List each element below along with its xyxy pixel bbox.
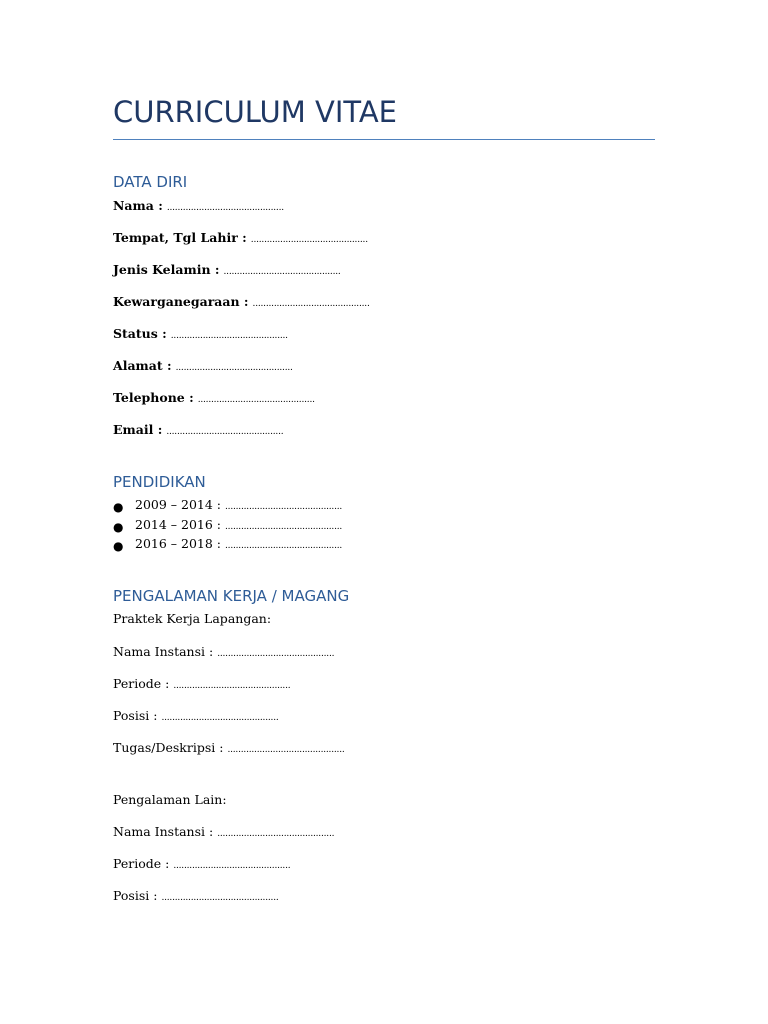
education-period: 2016 – 2018 : xyxy=(135,536,222,551)
field-placeholder: ............................................ xyxy=(225,541,343,551)
field-label: Alamat : xyxy=(113,358,172,373)
list-item xyxy=(113,536,342,556)
field-placeholder: ............................................ xyxy=(225,502,343,512)
subheading-text: Pengalaman Lain: xyxy=(113,792,227,807)
field-label: Nama Instansi : xyxy=(113,644,214,659)
field-placeholder: ............................................ xyxy=(170,331,288,341)
list-item xyxy=(113,517,342,537)
subheading-text: Praktek Kerja Lapangan: xyxy=(113,611,272,626)
field-jenis-kelamin xyxy=(113,262,341,280)
title-underline xyxy=(113,139,655,140)
education-period: 2009 – 2014 : xyxy=(135,497,222,512)
education-list xyxy=(113,497,342,556)
field-placeholder: ............................................ xyxy=(173,681,291,691)
field-placeholder: ............................................ xyxy=(252,299,370,309)
field-nama xyxy=(113,198,284,216)
field-placeholder: ............................................ xyxy=(166,427,284,437)
field-lain-nama-instansi xyxy=(113,824,334,842)
field-email xyxy=(113,422,283,440)
education-period: 2014 – 2016 : xyxy=(135,516,222,532)
field-pkl-posisi xyxy=(113,708,279,726)
field-label: Email : xyxy=(113,422,163,437)
field-placeholder: ............................................ xyxy=(225,521,343,532)
field-placeholder: ............................................ xyxy=(250,235,368,245)
field-kewarganegaraan xyxy=(113,294,370,312)
field-label: Status : xyxy=(113,326,167,341)
field-label: Nama Instansi : xyxy=(113,824,214,839)
field-placeholder: ............................................ xyxy=(161,893,279,903)
field-label: Tugas/Deskripsi : xyxy=(113,740,224,755)
field-placeholder: ............................................ xyxy=(227,745,345,755)
field-status xyxy=(113,326,288,344)
field-label: Kewarganegaraan : xyxy=(113,294,249,309)
field-label: Nama : xyxy=(113,198,163,213)
bullet-icon: ● xyxy=(113,500,124,514)
field-label: Tempat, Tgl Lahir : xyxy=(113,230,247,245)
heading-pendidikan: PENDIDIKAN xyxy=(113,473,206,491)
field-alamat xyxy=(113,358,293,376)
field-pkl-nama-instansi xyxy=(113,644,334,662)
subheading-pengalaman-lain xyxy=(113,792,227,808)
field-label: Telephone : xyxy=(113,390,194,405)
field-placeholder: ............................................ xyxy=(175,363,293,373)
field-lain-posisi xyxy=(113,888,279,906)
list-item xyxy=(113,497,342,517)
field-telephone xyxy=(113,390,315,408)
heading-data-diri: DATA DIRI xyxy=(113,173,188,191)
field-placeholder: ............................................ xyxy=(166,203,284,213)
field-placeholder: ............................................ xyxy=(223,267,341,277)
field-placeholder: ............................................ xyxy=(217,649,335,659)
field-label: Posisi : xyxy=(113,708,158,723)
field-pkl-periode xyxy=(113,676,290,694)
bullet-icon: ● xyxy=(113,519,124,534)
field-label: Periode : xyxy=(113,856,170,871)
field-placeholder: ............................................ xyxy=(161,713,279,723)
field-placeholder: ............................................ xyxy=(197,395,315,405)
field-tempat-tgl-lahir xyxy=(113,230,368,248)
bullet-icon: ● xyxy=(113,539,124,553)
field-pkl-tugas xyxy=(113,740,345,758)
heading-pengalaman: PENGALAMAN KERJA / MAGANG xyxy=(113,587,350,605)
field-lain-periode xyxy=(113,856,290,874)
field-label: Posisi : xyxy=(113,888,158,903)
document-title: CURRICULUM VITAE xyxy=(113,95,397,129)
subheading-pkl xyxy=(113,611,271,627)
field-label: Periode : xyxy=(113,676,170,691)
field-placeholder: ............................................ xyxy=(217,829,335,839)
field-placeholder: ............................................ xyxy=(173,861,291,871)
field-label: Jenis Kelamin : xyxy=(113,262,220,277)
